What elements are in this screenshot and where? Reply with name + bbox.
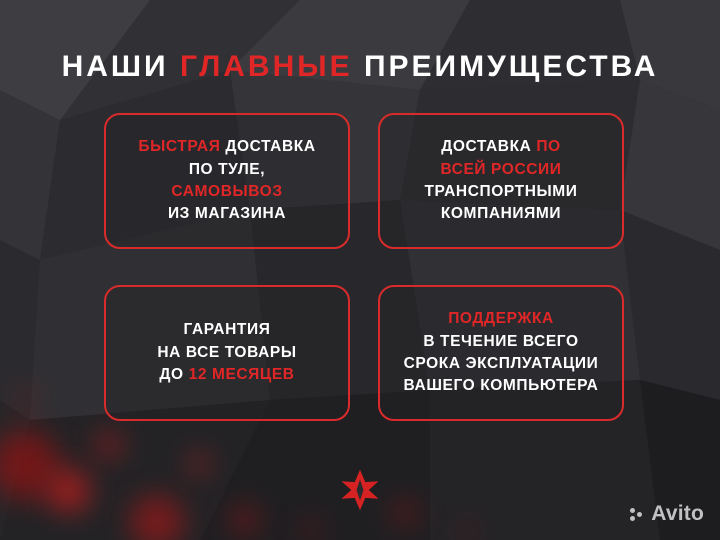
bokeh-glow <box>18 390 34 406</box>
card-line <box>138 203 315 225</box>
card-line <box>424 203 577 225</box>
card-segment: ИЗ МАГАЗИНА <box>167 205 287 223</box>
card-segment: НА ВСЕ ТОВАРЫ <box>157 343 297 361</box>
bokeh-glow <box>392 500 418 526</box>
card-segment-accent: ПО <box>536 138 561 156</box>
card-segment: ТРАНСПОРТНЫМИ <box>424 183 578 200</box>
benefit-card-text <box>138 136 315 226</box>
card-line <box>404 331 599 353</box>
card-line <box>404 308 599 330</box>
red-star-logo-icon <box>338 468 382 512</box>
benefit-card-text <box>424 136 577 226</box>
benefit-card-text <box>157 319 296 386</box>
bokeh-glow <box>190 455 208 473</box>
card-line <box>404 375 599 397</box>
card-segment-accent: 12 МЕСЯЦЕВ <box>188 366 295 384</box>
bokeh-glow <box>130 495 184 540</box>
card-segment: ДОСТАВКА <box>441 138 537 156</box>
benefit-card-delivery-tula <box>104 113 350 249</box>
bokeh-glow <box>300 520 322 540</box>
bokeh-glow <box>48 470 90 512</box>
benefit-card-warranty <box>104 285 350 421</box>
card-segment-accent: БЫСТРАЯ <box>138 138 226 156</box>
card-line <box>404 353 599 375</box>
bokeh-glow <box>458 522 476 540</box>
avito-dots-icon <box>630 506 646 522</box>
card-segment: ВАШЕГО КОМПЬЮТЕРА <box>403 377 599 395</box>
card-line <box>138 136 315 158</box>
card-line <box>424 136 577 158</box>
card-segment: СРОКА ЭКСПЛУАТАЦИИ <box>403 355 599 372</box>
card-segment: В ТЕЧЕНИЕ ВСЕГО <box>423 332 579 350</box>
title-highlight: ГЛАВНЫЕ <box>179 50 353 84</box>
card-line <box>157 342 296 364</box>
bokeh-glow <box>230 505 260 535</box>
avito-watermark <box>630 502 704 526</box>
page-title <box>0 50 720 83</box>
card-line <box>157 319 296 341</box>
card-line <box>138 159 315 181</box>
benefit-card-support <box>378 285 624 421</box>
card-segment: ДО <box>159 366 189 384</box>
benefit-card-delivery-russia <box>378 113 624 249</box>
card-segment: КОМПАНИЯМИ <box>440 205 562 223</box>
card-segment: ПО ТУЛЕ, <box>188 160 266 178</box>
card-line <box>138 181 315 203</box>
card-segment: ГАРАНТИЯ <box>183 321 271 339</box>
title-part-2: ПРЕИМУЩЕСТВА <box>352 50 659 84</box>
benefits-card-grid <box>104 113 624 421</box>
card-segment-accent: САМОВЫВОЗ <box>171 183 283 200</box>
card-segment-accent: ВСЕЙ РОССИИ <box>440 160 562 178</box>
title-part-1: НАШИ <box>61 50 180 84</box>
card-line <box>424 181 577 203</box>
bokeh-glow <box>96 432 122 458</box>
card-line <box>424 159 577 181</box>
benefit-card-text <box>404 308 599 398</box>
watermark-label: Avito <box>651 502 704 525</box>
card-line <box>157 364 296 386</box>
card-segment-accent: ПОДДЕРЖКА <box>448 310 554 328</box>
card-segment: ДОСТАВКА <box>225 138 316 156</box>
